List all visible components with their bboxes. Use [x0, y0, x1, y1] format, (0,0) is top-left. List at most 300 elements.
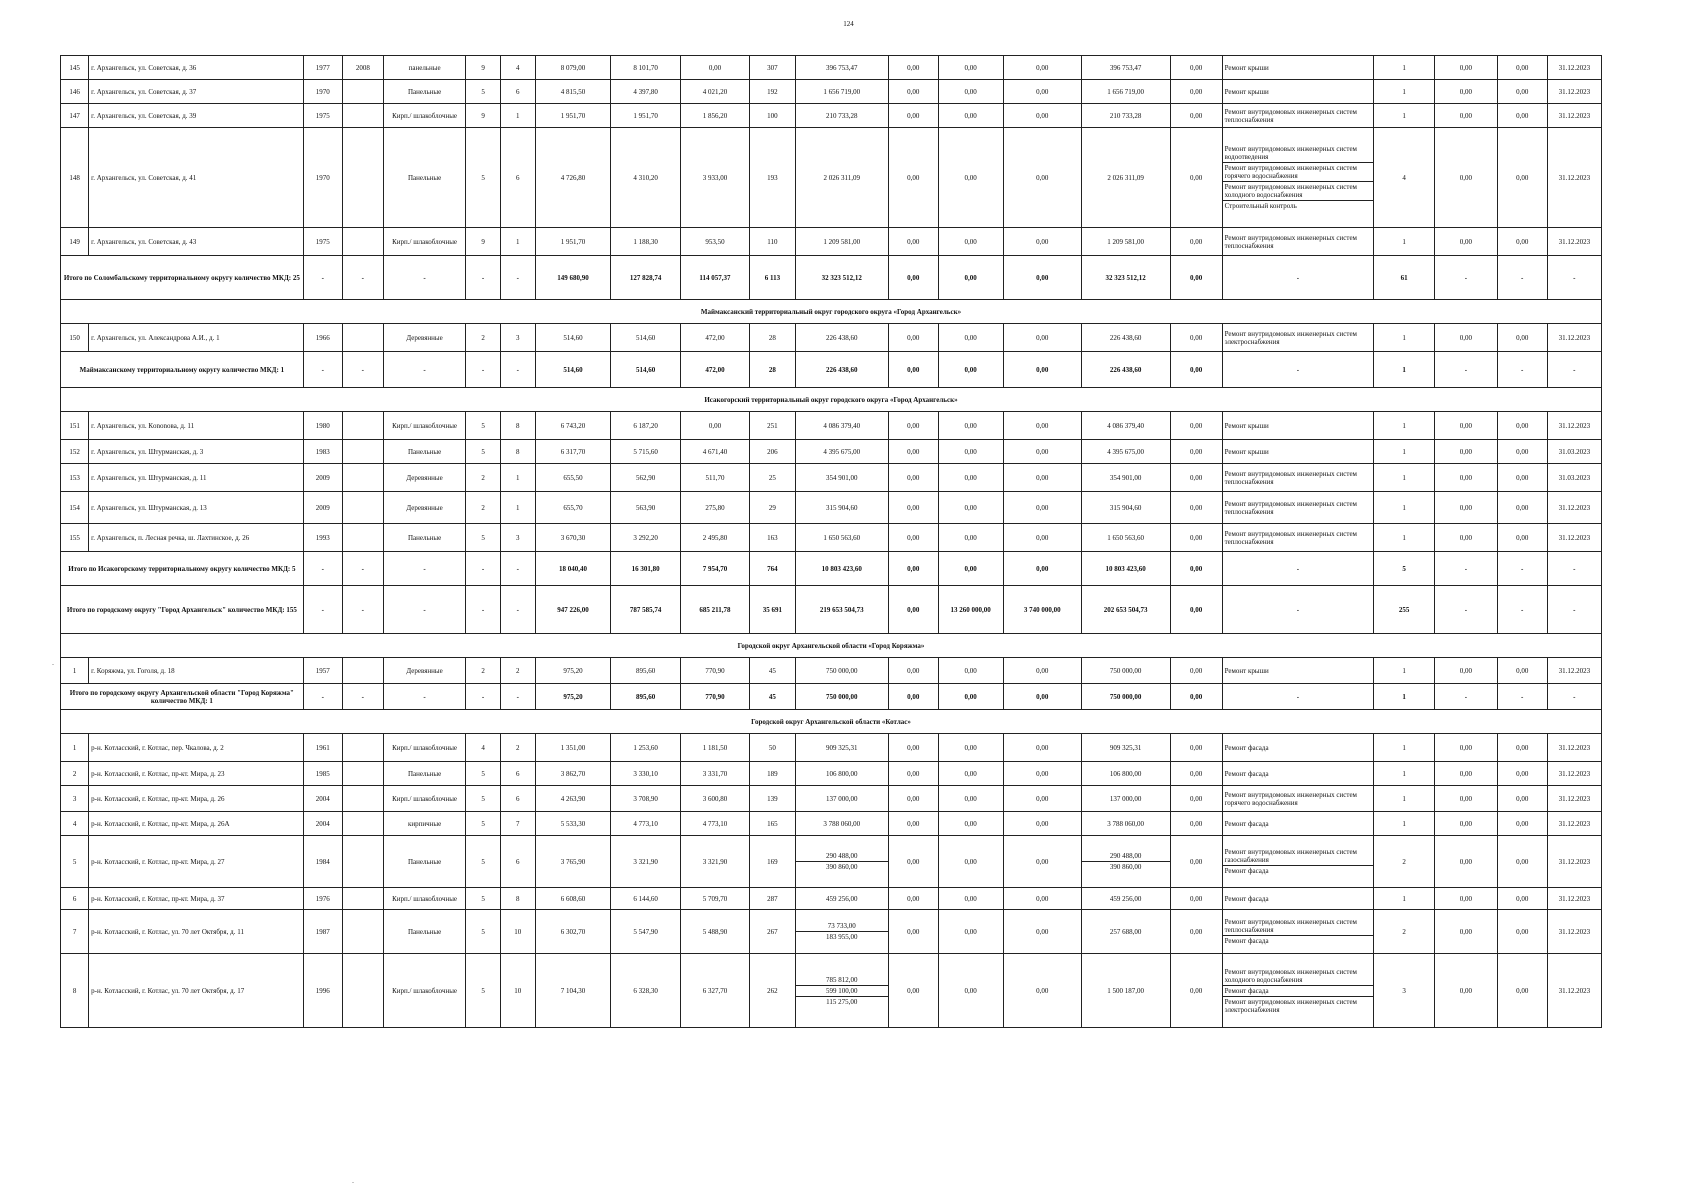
work-type: Ремонт внутридомовых инженерных систем теплоснабжения	[1222, 492, 1374, 524]
row-number: 146	[61, 80, 89, 104]
work-type: Строительный контроль	[1223, 201, 1374, 212]
owners-funds: 226 438,60	[1081, 324, 1170, 352]
page-number: 124	[843, 20, 854, 28]
table-body	[61, 56, 1602, 1028]
year-last-repair	[342, 954, 383, 1028]
floors: 5	[466, 888, 501, 910]
residents: 110	[750, 228, 796, 256]
table-row	[61, 812, 1602, 836]
completion-date: 31.12.2023	[1547, 734, 1601, 762]
dash: -	[1222, 352, 1374, 388]
repair-cost-group	[795, 836, 888, 888]
year-built: 1983	[303, 440, 342, 464]
owners-funds: 396 753,47	[1081, 56, 1170, 80]
table-row	[61, 412, 1602, 440]
total-area: 6 317,70	[535, 440, 611, 464]
total-area: 4 263,90	[535, 786, 611, 812]
year-built: 1993	[303, 524, 342, 552]
fund-regional: 0,00	[938, 56, 1003, 80]
work-count: 2	[1374, 836, 1435, 888]
repair-cost: 390 860,00	[796, 862, 888, 873]
work-type: Ремонт фасада	[1222, 734, 1374, 762]
total-area: 514,60	[535, 352, 611, 388]
row-number: 150	[61, 324, 89, 352]
fund-local: 0,00	[1003, 440, 1081, 464]
residential-area: 5 709,70	[680, 888, 749, 910]
row-number: 5	[61, 836, 89, 888]
fund-local: 0,00	[1003, 56, 1081, 80]
fund-regional: 0,00	[938, 492, 1003, 524]
owners-funds: 4 086 379,40	[1081, 412, 1170, 440]
work-type: Ремонт внутридомовых инженерных систем теплоснабжения	[1222, 464, 1374, 492]
dash: -	[1434, 684, 1497, 710]
other-funds: 0,00	[1170, 586, 1222, 634]
fund-regional: 0,00	[938, 440, 1003, 464]
owners-funds: 106 800,00	[1081, 762, 1170, 786]
wall-material: Кирп./ шлакоблочные	[383, 228, 465, 256]
row-number: 4	[61, 812, 89, 836]
repair-cost: 750 000,00	[795, 684, 888, 710]
dash: -	[1497, 586, 1547, 634]
work-type: Ремонт внутридомовых инженерных систем теплоснабжения	[1224, 918, 1357, 934]
completion-date: 31.12.2023	[1547, 836, 1601, 888]
entrances: 3	[500, 324, 535, 352]
year-last-repair	[342, 786, 383, 812]
address: г. Коряжма, ул. Гоголя, д. 18	[89, 658, 304, 684]
total-area: 975,20	[535, 684, 611, 710]
fund-regional: 0,00	[938, 552, 1003, 586]
unit-cost-2: 0,00	[1497, 786, 1547, 812]
total-area: 6 608,60	[535, 888, 611, 910]
work-type: Ремонт внутридомовых инженерных систем электроснабжения	[1223, 996, 1374, 1015]
entrances: 10	[500, 954, 535, 1028]
table-row	[61, 324, 1602, 352]
table-row	[61, 128, 1602, 228]
housing-repair-register-table	[60, 55, 1602, 1028]
total-label: Итого по городскому округу Архангельской области "Город Коряжма" количество МКД: 1	[61, 684, 304, 710]
entrances: 1	[500, 104, 535, 128]
owners-funds: 202 653 504,73	[1081, 586, 1170, 634]
total-row	[61, 256, 1602, 300]
repair-cost: 10 803 423,60	[795, 552, 888, 586]
year-built: 1977	[303, 56, 342, 80]
table-row	[61, 658, 1602, 684]
wall-material: Деревянные	[383, 658, 465, 684]
total-area: 3 670,30	[535, 524, 611, 552]
residential-area: 5 488,90	[680, 910, 749, 954]
total-label: Маймаксанскому территориальному округу количество МКД: 1	[61, 352, 304, 388]
fund-regional: 0,00	[938, 658, 1003, 684]
total-area: 975,20	[535, 658, 611, 684]
other-funds: 0,00	[1170, 552, 1222, 586]
dash: -	[1497, 352, 1547, 388]
entrances: 7	[500, 812, 535, 836]
residential-area: 3 331,70	[680, 762, 749, 786]
address: г. Архангельск, ул. Кononова, д. 11	[89, 412, 304, 440]
residents: 100	[750, 104, 796, 128]
work-type: Ремонт крыши	[1222, 440, 1374, 464]
total-area: 6 302,70	[535, 910, 611, 954]
floors: 5	[466, 128, 501, 228]
year-built: 1970	[303, 80, 342, 104]
table-row	[61, 228, 1602, 256]
dash: -	[1434, 552, 1497, 586]
work-type-group	[1222, 128, 1374, 228]
premises-area: 514,60	[611, 352, 680, 388]
residential-area: 472,00	[680, 352, 749, 388]
year-built: 1966	[303, 324, 342, 352]
fund-local: 0,00	[1003, 492, 1081, 524]
work-count: 1	[1374, 684, 1435, 710]
owners-funds: 315 904,60	[1081, 492, 1170, 524]
other-funds: 0,00	[1170, 412, 1222, 440]
year-built: 2009	[303, 464, 342, 492]
row-number: 2	[61, 762, 89, 786]
wall-material: Кирп./ шлакоблочные	[383, 734, 465, 762]
fund-local: 0,00	[1003, 228, 1081, 256]
table-row	[61, 888, 1602, 910]
row-number: 3	[61, 786, 89, 812]
unit-cost-1: 0,00	[1434, 228, 1497, 256]
repair-cost-group	[795, 954, 888, 1028]
address: г. Архангельск, ул. Штурманская, д. 11	[89, 464, 304, 492]
dash: -	[342, 684, 383, 710]
owners-funds: 257 688,00	[1081, 910, 1170, 954]
floors: 5	[466, 910, 501, 954]
entrances: 1	[500, 492, 535, 524]
fund-regional: 0,00	[938, 80, 1003, 104]
fund-local: 0,00	[1003, 684, 1081, 710]
wall-material: кирпичные	[383, 812, 465, 836]
dash: -	[1434, 256, 1497, 300]
table-row	[61, 492, 1602, 524]
work-count: 1	[1374, 524, 1435, 552]
entrances: 6	[500, 80, 535, 104]
entrances: 6	[500, 786, 535, 812]
repair-cost: 2 026 311,09	[795, 128, 888, 228]
work-count: 1	[1374, 464, 1435, 492]
work-count: 1	[1374, 762, 1435, 786]
total-row	[61, 552, 1602, 586]
repair-cost: 1 209 581,00	[795, 228, 888, 256]
total-label: Итого по городскому округу "Город Архангельск" количество МКД: 155	[61, 586, 304, 634]
wall-material: Кирп./ шлакоблочные	[383, 412, 465, 440]
wall-material: Кирп./ шлакоблочные	[383, 888, 465, 910]
unit-cost-1: 0,00	[1434, 128, 1497, 228]
dash: -	[466, 684, 501, 710]
address: г. Архангельск, п. Лесная речка, ш. Лахтинское, д. 26	[89, 524, 304, 552]
total-area: 4 726,80	[535, 128, 611, 228]
total-area: 655,50	[535, 464, 611, 492]
fund-federal: 0,00	[888, 104, 938, 128]
residents: 251	[750, 412, 796, 440]
fund-regional: 0,00	[938, 352, 1003, 388]
year-built: 2009	[303, 492, 342, 524]
work-count: 1	[1374, 56, 1435, 80]
floors: 4	[466, 734, 501, 762]
dash: -	[500, 586, 535, 634]
unit-cost-2: 0,00	[1497, 762, 1547, 786]
work-count: 1	[1374, 228, 1435, 256]
fund-federal: 0,00	[888, 464, 938, 492]
owners-funds: 354 901,00	[1081, 464, 1170, 492]
total-area: 6 743,20	[535, 412, 611, 440]
fund-local: 0,00	[1003, 80, 1081, 104]
unit-cost-1: 0,00	[1434, 658, 1497, 684]
repair-cost: 315 904,60	[795, 492, 888, 524]
address: г. Архангельск, ул. Александрова А.И., д. 1	[89, 324, 304, 352]
dash: -	[303, 684, 342, 710]
residents: 29	[750, 492, 796, 524]
fund-regional: 0,00	[938, 524, 1003, 552]
address: г. Архангельск, ул. Штурманская, д. 13	[89, 492, 304, 524]
premises-area: 3 330,10	[611, 762, 680, 786]
work-type: Ремонт внутридомовых инженерных систем водоотведения	[1224, 145, 1357, 161]
entrances: 1	[500, 228, 535, 256]
row-number: 153	[61, 464, 89, 492]
total-area: 1 951,70	[535, 228, 611, 256]
address: р-н. Котласский, г. Котлас, пр-кт. Мира, д. 27	[89, 836, 304, 888]
residents: 28	[750, 352, 796, 388]
entrances: 10	[500, 910, 535, 954]
work-type: Ремонт крыши	[1222, 80, 1374, 104]
section-header: Маймаксанский территориальный округ городского округа «Город Архангельск»	[61, 300, 1602, 324]
fund-regional: 0,00	[938, 734, 1003, 762]
fund-regional: 0,00	[938, 888, 1003, 910]
work-count: 2	[1374, 910, 1435, 954]
unit-cost-2: 0,00	[1497, 128, 1547, 228]
completion-date: 31.12.2023	[1547, 524, 1601, 552]
repair-cost: 1 650 563,60	[795, 524, 888, 552]
completion-date: 31.12.2023	[1547, 80, 1601, 104]
fund-regional: 0,00	[938, 812, 1003, 836]
residents: 206	[750, 440, 796, 464]
unit-cost-2: 0,00	[1497, 104, 1547, 128]
wall-material: Панельные	[383, 836, 465, 888]
year-last-repair	[342, 492, 383, 524]
floors: 2	[466, 464, 501, 492]
dash: -	[500, 352, 535, 388]
work-count: 61	[1374, 256, 1435, 300]
table-row	[61, 910, 1602, 954]
work-type: Ремонт крыши	[1222, 412, 1374, 440]
unit-cost-2: 0,00	[1497, 464, 1547, 492]
section-header: Городской округ Архангельской области «Город Коряжма»	[61, 634, 1602, 658]
entrances: 2	[500, 734, 535, 762]
work-count: 1	[1374, 734, 1435, 762]
residential-area: 275,80	[680, 492, 749, 524]
year-built: 1975	[303, 104, 342, 128]
year-built: 1987	[303, 910, 342, 954]
unit-cost-1: 0,00	[1434, 812, 1497, 836]
dash: -	[1434, 586, 1497, 634]
other-funds: 0,00	[1170, 128, 1222, 228]
unit-cost-1: 0,00	[1434, 734, 1497, 762]
total-row	[61, 586, 1602, 634]
entrances: 3	[500, 524, 535, 552]
other-funds: 0,00	[1170, 786, 1222, 812]
floors: 2	[466, 492, 501, 524]
dash: -	[1222, 586, 1374, 634]
residential-area: 511,70	[680, 464, 749, 492]
unit-cost-1: 0,00	[1434, 104, 1497, 128]
entrances: 2	[500, 658, 535, 684]
unit-cost-2: 0,00	[1497, 324, 1547, 352]
premises-area: 5 547,90	[611, 910, 680, 954]
premises-area: 5 715,60	[611, 440, 680, 464]
completion-date: 31.12.2023	[1547, 812, 1601, 836]
residential-area: 953,50	[680, 228, 749, 256]
unit-cost-1: 0,00	[1434, 786, 1497, 812]
completion-date: 31.12.2023	[1547, 910, 1601, 954]
fund-regional: 13 260 000,00	[938, 586, 1003, 634]
dash: -	[1547, 256, 1601, 300]
unit-cost-1: 0,00	[1434, 440, 1497, 464]
year-last-repair	[342, 228, 383, 256]
completion-date: 31.12.2023	[1547, 762, 1601, 786]
fund-regional: 0,00	[938, 684, 1003, 710]
row-number: 1	[61, 734, 89, 762]
premises-area: 127 828,74	[611, 256, 680, 300]
dash: -	[500, 684, 535, 710]
unit-cost-2: 0,00	[1497, 80, 1547, 104]
year-built: 2004	[303, 812, 342, 836]
unit-cost-2: 0,00	[1497, 228, 1547, 256]
other-funds: 0,00	[1170, 812, 1222, 836]
residents: 267	[750, 910, 796, 954]
floors: 5	[466, 836, 501, 888]
residential-area: 4 021,20	[680, 80, 749, 104]
year-last-repair	[342, 812, 383, 836]
dash: -	[466, 256, 501, 300]
floors: 5	[466, 812, 501, 836]
work-count: 255	[1374, 586, 1435, 634]
total-area: 514,60	[535, 324, 611, 352]
wall-material: Панельные	[383, 128, 465, 228]
stray-mark: -	[52, 662, 54, 668]
fund-regional: 0,00	[938, 954, 1003, 1028]
other-funds: 0,00	[1170, 56, 1222, 80]
work-count: 1	[1374, 104, 1435, 128]
fund-local: 0,00	[1003, 324, 1081, 352]
other-funds: 0,00	[1170, 80, 1222, 104]
fund-regional: 0,00	[938, 836, 1003, 888]
year-last-repair	[342, 658, 383, 684]
completion-date: 31.12.2023	[1547, 56, 1601, 80]
work-count: 4	[1374, 128, 1435, 228]
repair-cost: 3 788 060,00	[795, 812, 888, 836]
row-number: 151	[61, 412, 89, 440]
entrances: 6	[500, 836, 535, 888]
dash: -	[500, 256, 535, 300]
work-count: 1	[1374, 888, 1435, 910]
residential-area: 770,90	[680, 658, 749, 684]
work-type: Ремонт внутридомовых инженерных систем холодного водоснабжения	[1223, 182, 1374, 201]
fund-federal: 0,00	[888, 910, 938, 954]
work-count: 1	[1374, 80, 1435, 104]
floors: 9	[466, 228, 501, 256]
fund-federal: 0,00	[888, 412, 938, 440]
work-type: Ремонт внутридомовых инженерных систем теплоснабжения	[1222, 228, 1374, 256]
completion-date: 31.12.2023	[1547, 412, 1601, 440]
repair-cost: 106 800,00	[795, 762, 888, 786]
total-row	[61, 684, 1602, 710]
year-last-repair	[342, 128, 383, 228]
row-number: 8	[61, 954, 89, 1028]
work-type: Ремонт фасада	[1222, 888, 1374, 910]
floors: 5	[466, 954, 501, 1028]
entrances: 8	[500, 888, 535, 910]
fund-local: 0,00	[1003, 104, 1081, 128]
work-count: 1	[1374, 786, 1435, 812]
dash: -	[1497, 684, 1547, 710]
year-last-repair: 2008	[342, 56, 383, 80]
premises-area: 3 708,90	[611, 786, 680, 812]
work-type: Ремонт внутридомовых инженерных систем горячего водоснабжения	[1222, 786, 1374, 812]
repair-cost: 4 086 379,40	[795, 412, 888, 440]
residents: 165	[750, 812, 796, 836]
year-built: 1984	[303, 836, 342, 888]
unit-cost-1: 0,00	[1434, 910, 1497, 954]
year-built: 1996	[303, 954, 342, 1028]
premises-area: 6 187,20	[611, 412, 680, 440]
row-number: 154	[61, 492, 89, 524]
completion-date: 31.12.2023	[1547, 658, 1601, 684]
other-funds: 0,00	[1170, 684, 1222, 710]
fund-federal: 0,00	[888, 492, 938, 524]
fund-federal: 0,00	[888, 812, 938, 836]
work-type: Ремонт фасада	[1222, 762, 1374, 786]
completion-date: 31.03.2023	[1547, 464, 1601, 492]
unit-cost-1: 0,00	[1434, 954, 1497, 1028]
repair-cost: 1 656 719,00	[795, 80, 888, 104]
completion-date: 31.12.2023	[1547, 104, 1601, 128]
dash: -	[383, 352, 465, 388]
dash: -	[383, 256, 465, 300]
address: г. Архангельск, ул. Штурманская, д. 3	[89, 440, 304, 464]
wall-material: Деревянные	[383, 324, 465, 352]
row-number: 7	[61, 910, 89, 954]
other-funds: 0,00	[1170, 464, 1222, 492]
dash: -	[342, 552, 383, 586]
residents: 262	[750, 954, 796, 1028]
premises-area: 3 292,20	[611, 524, 680, 552]
repair-cost: 750 000,00	[795, 658, 888, 684]
year-built: 1961	[303, 734, 342, 762]
wall-material: Панельные	[383, 524, 465, 552]
dash: -	[303, 352, 342, 388]
fund-local: 0,00	[1003, 256, 1081, 300]
year-built: 1985	[303, 762, 342, 786]
table-row	[61, 836, 1602, 888]
year-built: 1980	[303, 412, 342, 440]
year-built: 1975	[303, 228, 342, 256]
repair-cost: 785 812,00	[825, 975, 858, 984]
row-number: 147	[61, 104, 89, 128]
section-header: Городской округ Архангельской области «Котлас»	[61, 710, 1602, 734]
year-last-repair	[342, 888, 383, 910]
other-funds: 0,00	[1170, 762, 1222, 786]
fund-federal: 0,00	[888, 734, 938, 762]
fund-regional: 0,00	[938, 786, 1003, 812]
wall-material: Панельные	[383, 440, 465, 464]
residents: 6 113	[750, 256, 796, 300]
fund-regional: 0,00	[938, 464, 1003, 492]
residents: 35 691	[750, 586, 796, 634]
fund-local: 0,00	[1003, 812, 1081, 836]
dash: -	[1222, 552, 1374, 586]
fund-local: 0,00	[1003, 412, 1081, 440]
